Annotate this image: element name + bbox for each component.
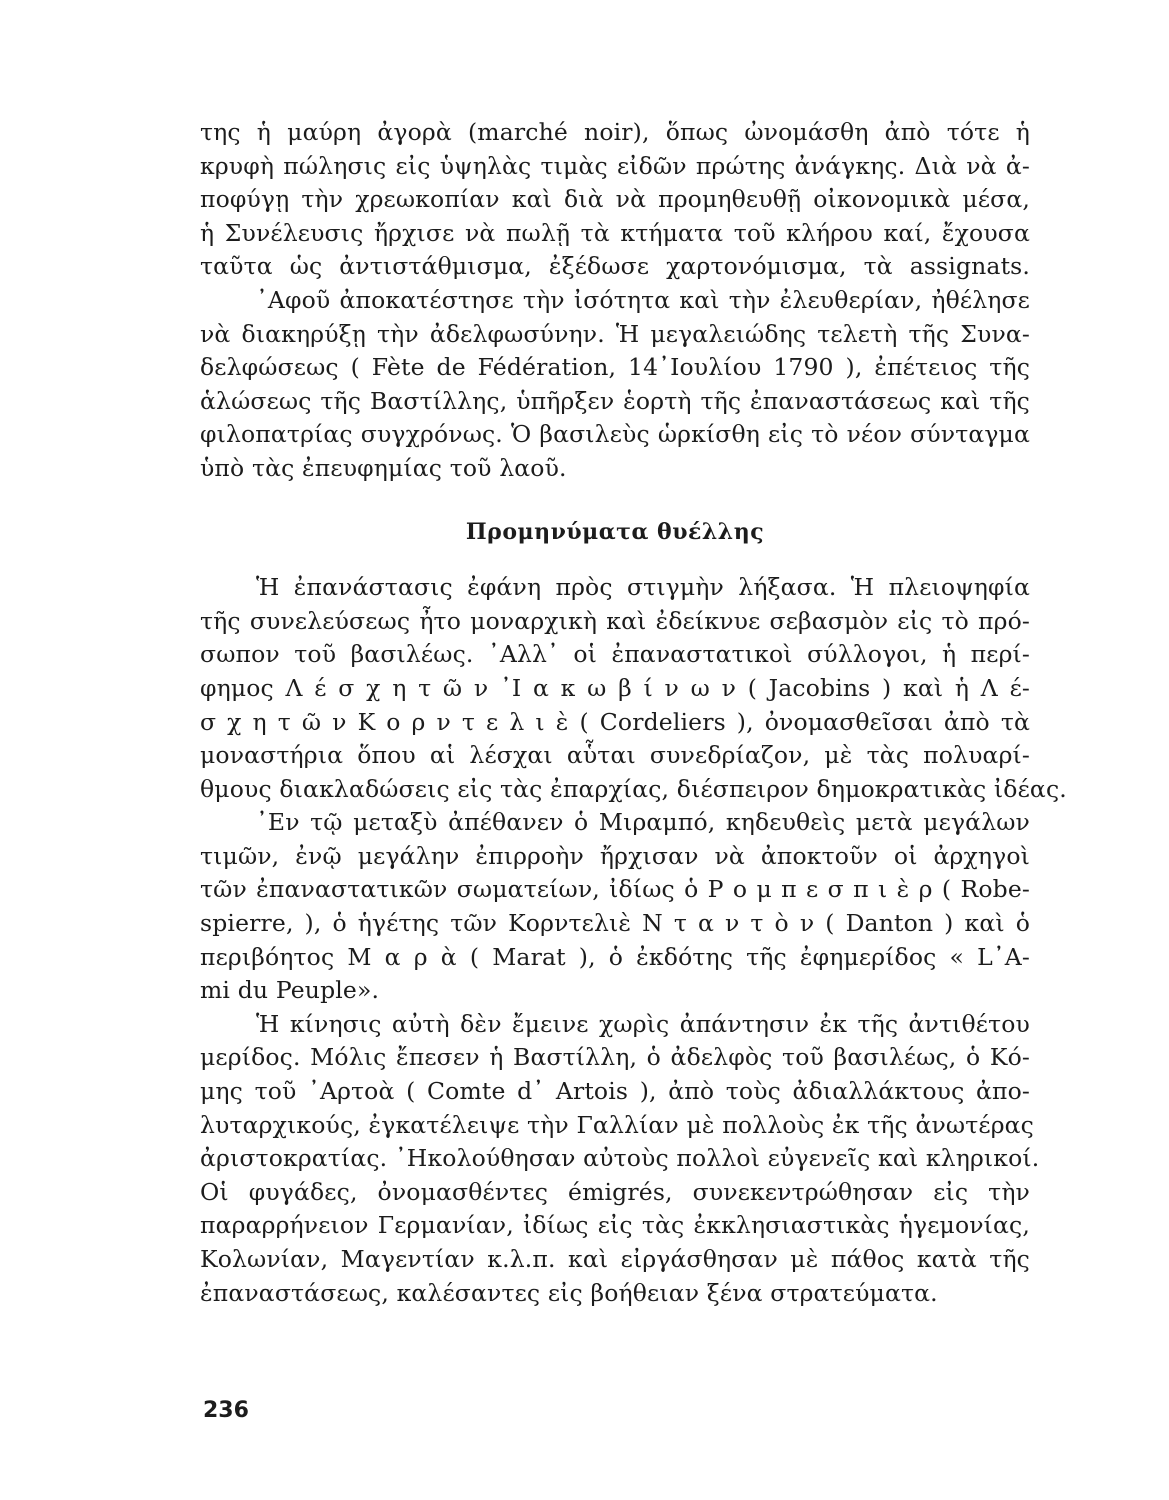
text-line: νὰ διακηρύξῃ τὴν ἀδελφωσύνην. Ἡ μεγαλειώδης τελετὴ τῆς Συνα-: [200, 319, 1030, 348]
text-line: τῆς συνελεύσεως ἦτο μοναρχικὴ καὶ ἐδείκνυε σεβασμὸν εἰς τὸ πρό-: [200, 606, 1030, 635]
text-line: περιβόητος Μ α ρ ὰ ( Marat ), ὁ ἐκδότης τῆς ἐφημερίδος « L᾿A-: [200, 942, 1030, 971]
text-line: ᾿Αφοῦ ἀποκατέστησε τὴν ἰσότητα καὶ τὴν ἐλευθερίαν, ἠθέλησε: [256, 285, 1030, 314]
text-line: Κολωνίαν, Μαγεντίαν κ.λ.π. καὶ εἰργάσθησαν μὲ πάθος κατὰ τῆς: [200, 1245, 1030, 1273]
text-line: μερίδος. Μόλις ἔπεσεν ἡ Βαστίλλη, ὁ ἀδελφὸς τοῦ βασιλέως, ὁ Κό-: [200, 1043, 1030, 1072]
paragraph-4: [200, 806, 1030, 1008]
text-line: Οἱ φυγάδες, ὀνομασθέντες émigrés, συνεκεντρώθησαν εἰς τὴν: [200, 1177, 1030, 1206]
paragraph-3: [200, 571, 1067, 806]
text-line: της ἡ μαύρη ἀγορὰ (marché noir), ὅπως ὠνομάσθη ἀπὸ τότε ἡ: [200, 118, 1030, 146]
text-line: ὑπὸ τὰς ἐπευφημίας τοῦ λαοῦ.: [200, 453, 567, 482]
text-line: ταῦτα ὡς ἀντιστάθμισμα, ἐξέδωσε χαρτονόμισμα, τὰ assignats.: [200, 252, 1030, 281]
text-line: παραρρήνειον Γερμανίαν, ἰδίως εἰς τὰς ἐκκλησιαστικὰς ἡγεμονίας,: [200, 1211, 1030, 1240]
text-line: μης τοῦ ᾿Αρτοὰ ( Comte d᾿ Artois ), ἀπὸ τοὺς ἀδιαλλάκτους ἀπο-: [200, 1077, 1030, 1106]
section-heading: Προμηνύματα θυέλλης: [465, 518, 765, 545]
text-line: ᾿Εν τῷ μεταξὺ ἀπέθανεν ὁ Μιραμπό, κηδευθεὶς μετὰ μεγάλων: [256, 808, 1030, 837]
text-line: ἐπαναστάσεως, καλέσαντες εἰς βοήθειαν ξένα στρατεύματα.: [200, 1278, 938, 1307]
text-line: λυταρχικούς, ἐγκατέλειψε τὴν Γαλλίαν μὲ πολλοὺς ἐκ τῆς ἀνωτέρας: [200, 1110, 1034, 1139]
text-line: φιλοπατρίας συγχρόνως. Ὁ βασιλεὺς ὡρκίσθη εἰς τὸ νέον σύνταγμα: [200, 420, 1030, 449]
text-line: ἁλώσεως τῆς Βαστίλλης, ὑπῆρξεν ἑορτὴ τῆς ἐπαναστάσεως καὶ τῆς: [200, 386, 1030, 415]
text-line: φημος Λ έ σ χ η τ ῶ ν ᾿Ι α κ ω β ί ν ω ν ( Jacobins ) καὶ ἡ Λ έ-: [200, 673, 1030, 702]
text-line: θμους διακλαδώσεις εἰς τὰς ἐπαρχίας, διέσπειρον δημοκρατικὰς ἰδέας.: [200, 774, 1067, 803]
text-line: μοναστήρια ὅπου αἱ λέσχαι αὗται συνεδρίαζον, μὲ τὰς πολυαρί-: [200, 741, 1030, 770]
text-line: σωπον τοῦ βασιλέως. ᾿Αλλ᾿ οἱ ἐπαναστατικοὶ σύλλογοι, ἡ περί-: [200, 640, 1030, 669]
text-line: κρυφὴ πώλησις εἰς ὑψηλὰς τιμὰς εἰδῶν πρώτης ἀνάγκης. Διὰ νὰ ἀ-: [200, 151, 1030, 180]
text-line: Ἡ ἐπανάστασις ἐφάνη πρὸς στιγμὴν λήξασα. Ἡ πλειοψηφία: [256, 573, 1030, 602]
paragraph-5: [200, 1008, 1040, 1310]
text-line: δελφώσεως ( Fète de Fédération, 14᾿Ιουλίου 1790 ), ἐπέτειος τῆς: [200, 353, 1030, 382]
paragraph-2: [200, 284, 1030, 486]
paragraph-1: [200, 116, 1030, 284]
text-line: ἀριστοκρατίας. ᾿Ηκολούθησαν αὐτοὺς πολλοὶ εὐγενεῖς καὶ κληρικοί.: [200, 1144, 1040, 1173]
text-line: Ἡ κίνησις αὐτὴ δὲν ἔμεινε χωρὶς ἀπάντησιν ἐκ τῆς ἀντιθέτου: [256, 1009, 1030, 1038]
text-line: spierre, ), ὁ ἡγέτης τῶν Κορντελιὲ Ν τ α ν τ ὸ ν ( Danton ) καὶ ὁ: [200, 909, 1030, 938]
page-number: 236: [203, 1398, 249, 1423]
text-line: ἡ Συνέλευσις ἤρχισε νὰ πωλῇ τὰ κτήματα τοῦ κλήρου καί, ἔχουσα: [200, 218, 1030, 247]
text-line: τῶν ἐπαναστατικῶν σωματείων, ἰδίως ὁ Ρ ο μ π ε σ π ι ὲ ρ ( Robe-: [200, 875, 1030, 904]
body-text: [200, 116, 1067, 1310]
text-line: σ χ η τ ῶ ν Κ ο ρ ν τ ε λ ι ὲ ( Cordeliers ), ὀνομασθεῖσαι ἀπὸ τὰ: [200, 707, 1030, 736]
text-line: mi du Peuple».: [200, 976, 380, 1005]
text-line: ποφύγῃ τὴν χρεωκοπίαν καὶ διὰ νὰ προμηθευθῇ οἰκονομικὰ μέσα,: [200, 185, 1030, 214]
text-line: τιμῶν, ἐνῷ μεγάλην ἐπιρροὴν ἤρχισαν νὰ ἀποκτοῦν οἱ ἀρχηγοὶ: [200, 841, 1030, 870]
